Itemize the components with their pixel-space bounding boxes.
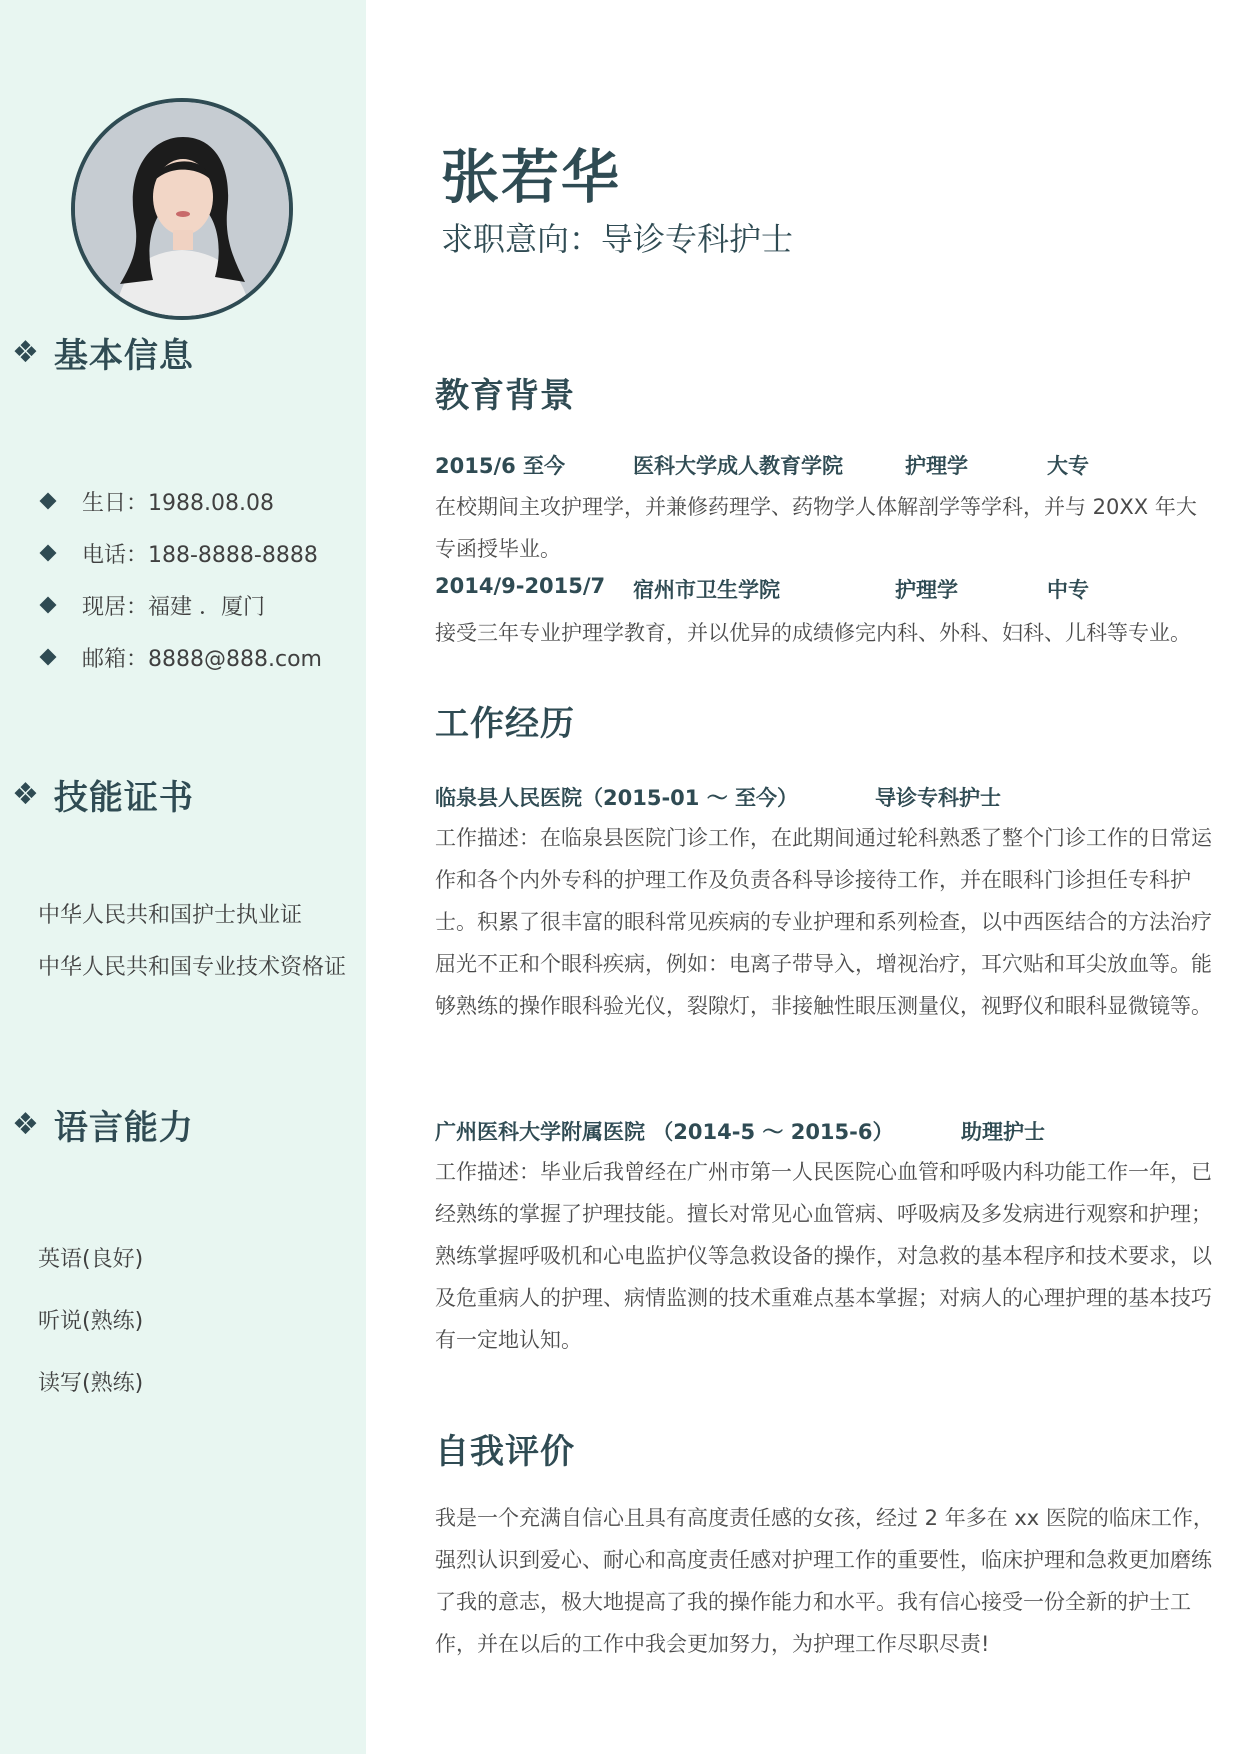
work-description: 工作描述：在临泉县医院门诊工作，在此期间通过轮科熟悉了整个门诊工作的日常运作和各个内外专科的护理工作及负责各科导诊接待工作，并在眼科门诊担任专科护士。积累了很丰富的眼科常见疾病的专业护理和系列检查，以中西医结合的方法治疗屈光不正和个眼科疾病，例如：电离子带导入，增视治疗，耳穴贴和耳尖放血等。能够熟练的操作眼科验光仪，裂隙灯，非接触性眼压测量仪，视野仪和眼科显微镜等。	[435, 826, 1212, 1018]
education-period: 2015/6 至今	[435, 454, 566, 478]
email-row	[38, 642, 322, 672]
diamond-cluster-icon: ❖	[12, 1106, 40, 1142]
diamond-cluster-icon: ❖	[12, 334, 40, 370]
basic-info-title: 基本信息	[53, 335, 194, 376]
education-school: 宿州市卫生学院	[633, 578, 780, 602]
skills-heading	[12, 770, 194, 818]
education-period: 2014/9-2015/7	[435, 574, 606, 598]
education-major: 护理学	[895, 578, 958, 602]
birthday-text: 生日：1988.08.08	[82, 490, 274, 516]
language-item: 读写(熟练)	[38, 1371, 144, 1396]
work-org: 临泉县人民医院（2015-01 ～ 至今）	[435, 786, 799, 810]
education-degree: 大专	[1047, 454, 1089, 478]
sidebar	[0, 0, 366, 1754]
skill-item: 中华人民共和国护士执业证	[38, 903, 303, 928]
education-description: 在校期间主攻护理学，并兼修药理学、药物学人体解剖学等学科，并与 20XX 年大专函授毕业。	[435, 495, 1197, 561]
work-role: 助理护士	[961, 1120, 1045, 1144]
profile-photo	[71, 98, 293, 320]
diamond-bullet-icon	[40, 545, 57, 562]
education-entry-header	[435, 574, 1195, 604]
education-description: 接受三年专业护理学教育，并以优异的成绩修完内科、外科、妇科、儿科等专业。	[435, 621, 1191, 645]
work-entry-header	[435, 782, 1195, 812]
diamond-bullet-icon	[40, 649, 57, 666]
diamond-bullet-icon	[40, 597, 57, 614]
portrait-image	[75, 102, 289, 316]
skill-item: 中华人民共和国专业技术资格证	[38, 955, 347, 980]
education-entry-header	[435, 450, 1195, 480]
education-school: 医科大学成人教育学院	[633, 454, 843, 478]
work-heading: 工作经历	[435, 704, 575, 744]
work-description: 工作描述：毕业后我曾经在广州市第一人民医院心血管和呼吸内科功能工作一年，已经熟练的掌握了护理技能。擅长对常见心血管病、呼吸病及多发病进行观察和护理； 熟练掌握呼吸机和心电监护仪等急救设备的操作，对急救的基本程序和技术要求，以及危重病人的护理、病情监测的技术重难点基本掌握；对病人的心理护理的基本技巧有一定地认知。	[435, 1160, 1212, 1352]
candidate-name: 张若华	[441, 143, 622, 211]
education-degree: 中专	[1047, 578, 1089, 602]
residence-row	[38, 590, 265, 620]
diamond-bullet-icon	[40, 493, 57, 510]
phone-row	[38, 538, 318, 568]
language-heading	[12, 1100, 194, 1148]
education-major: 护理学	[905, 454, 968, 478]
work-role: 导诊专科护士	[875, 786, 1001, 810]
basic-info-heading	[12, 328, 194, 376]
work-entry-header	[435, 1116, 1195, 1146]
diamond-cluster-icon: ❖	[12, 776, 40, 812]
language-item: 听说(熟练)	[38, 1309, 144, 1334]
birthday-row	[38, 486, 274, 516]
work-org: 广州医科大学附属医院 （2014-5 ～ 2015-6）	[435, 1120, 894, 1144]
language-item: 英语(良好)	[38, 1247, 144, 1272]
residence-text: 现居：福建 ．厦门	[82, 594, 265, 620]
email-text: 邮箱：8888@888.com	[82, 646, 322, 672]
phone-text: 电话：188-8888-8888	[82, 542, 318, 568]
education-heading: 教育背景	[435, 376, 575, 416]
self-eval-heading: 自我评价	[435, 1432, 575, 1472]
language-title: 语言能力	[53, 1107, 194, 1148]
skills-title: 技能证书	[53, 777, 194, 818]
self-eval-description: 我是一个充满自信心且具有高度责任感的女孩，经过 2 年多在 xx 医院的临床工作，强烈认识到爱心、耐心和高度责任感对护理工作的重要性，临床护理和急救更加磨练了我的意志，极大地提高了我的操作能力和水平。我有信心接受一份全新的护士工作，并在以后的工作中我会更加努力，为护理工作尽职尽责!	[435, 1506, 1214, 1656]
job-intent: 求职意向：导诊专科护士	[441, 220, 794, 258]
